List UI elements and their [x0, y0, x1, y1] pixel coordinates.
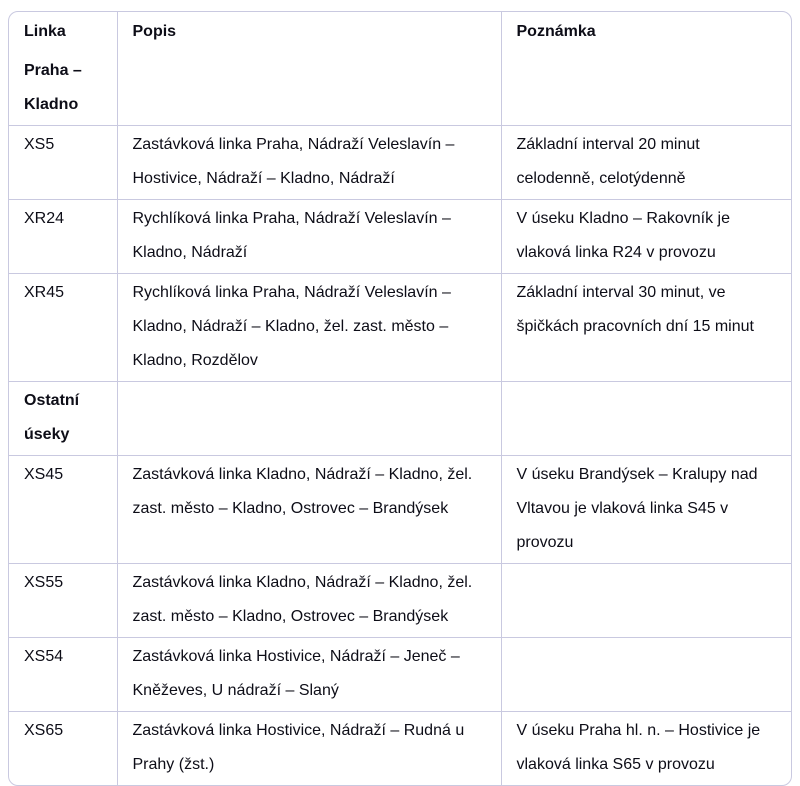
- row-section-ostatni-useky: [9, 382, 792, 456]
- cell-popis: Zastávková linka Praha, Nádraží Veleslavín – Hostivice, Nádraží – Kladno, Nádraží: [117, 126, 501, 200]
- cell-popis: Rychlíková linka Praha, Nádraží Veleslavín – Kladno, Nádraží: [117, 200, 501, 274]
- cell-linka: XR24: [9, 200, 117, 274]
- cell-popis: Zastávková linka Kladno, Nádraží – Kladno, žel. zast. město – Kladno, Ostrovec – Brandýsek: [117, 456, 501, 564]
- cell-popis: Zastávková linka Kladno, Nádraží – Kladno, žel. zast. město – Kladno, Ostrovec – Brandýsek: [117, 564, 501, 638]
- cell-linka: XS55: [9, 564, 117, 638]
- cell-linka: XR45: [9, 274, 117, 382]
- lines-table-container: [8, 11, 792, 786]
- cell-linka: XS54: [9, 638, 117, 712]
- cell-linka: XS65: [9, 712, 117, 786]
- row-xs45: [9, 456, 792, 564]
- cell-popis: Zastávková linka Hostivice, Nádraží – Jeneč – Kněževes, U nádraží – Slaný: [117, 638, 501, 712]
- row-xs65: [9, 712, 792, 786]
- cell-poznamka: [501, 638, 792, 712]
- row-xr24: [9, 200, 792, 274]
- row-xs54: [9, 638, 792, 712]
- cell-linka: XS45: [9, 456, 117, 564]
- cell-poznamka: V úseku Kladno – Rakovník je vlaková linka R24 v provozu: [501, 200, 792, 274]
- lines-table: [9, 12, 792, 785]
- row-section-praha-kladno: [9, 52, 792, 126]
- cell-linka: XS5: [9, 126, 117, 200]
- cell-poznamka: [501, 564, 792, 638]
- cell-poznamka: [501, 52, 792, 126]
- column-header-linka: Linka: [9, 12, 117, 52]
- cell-popis: [117, 52, 501, 126]
- cell-popis: Rychlíková linka Praha, Nádraží Veleslavín – Kladno, Nádraží – Kladno, žel. zast. město – Kladno, Rozdělov: [117, 274, 501, 382]
- row-xs55: [9, 564, 792, 638]
- cell-poznamka: Základní interval 30 minut, ve špičkách pracovních dní 15 minut: [501, 274, 792, 382]
- cell-popis: Zastávková linka Hostivice, Nádraží – Rudná u Prahy (žst.): [117, 712, 501, 786]
- cell-linka: Ostatní úseky: [9, 382, 117, 456]
- cell-poznamka: V úseku Praha hl. n. – Hostivice je vlaková linka S65 v provozu: [501, 712, 792, 786]
- cell-poznamka: [501, 382, 792, 456]
- cell-linka: Praha – Kladno: [9, 52, 117, 126]
- cell-popis: [117, 382, 501, 456]
- row-xr45: [9, 274, 792, 382]
- column-header-popis: Popis: [117, 12, 501, 52]
- column-header-poznamka: Poznámka: [501, 12, 792, 52]
- row-xs5: [9, 126, 792, 200]
- cell-poznamka: Základní interval 20 minut celodenně, celotýdenně: [501, 126, 792, 200]
- header-row: [9, 12, 792, 52]
- cell-poznamka: V úseku Brandýsek – Kralupy nad Vltavou je vlaková linka S45 v provozu: [501, 456, 792, 564]
